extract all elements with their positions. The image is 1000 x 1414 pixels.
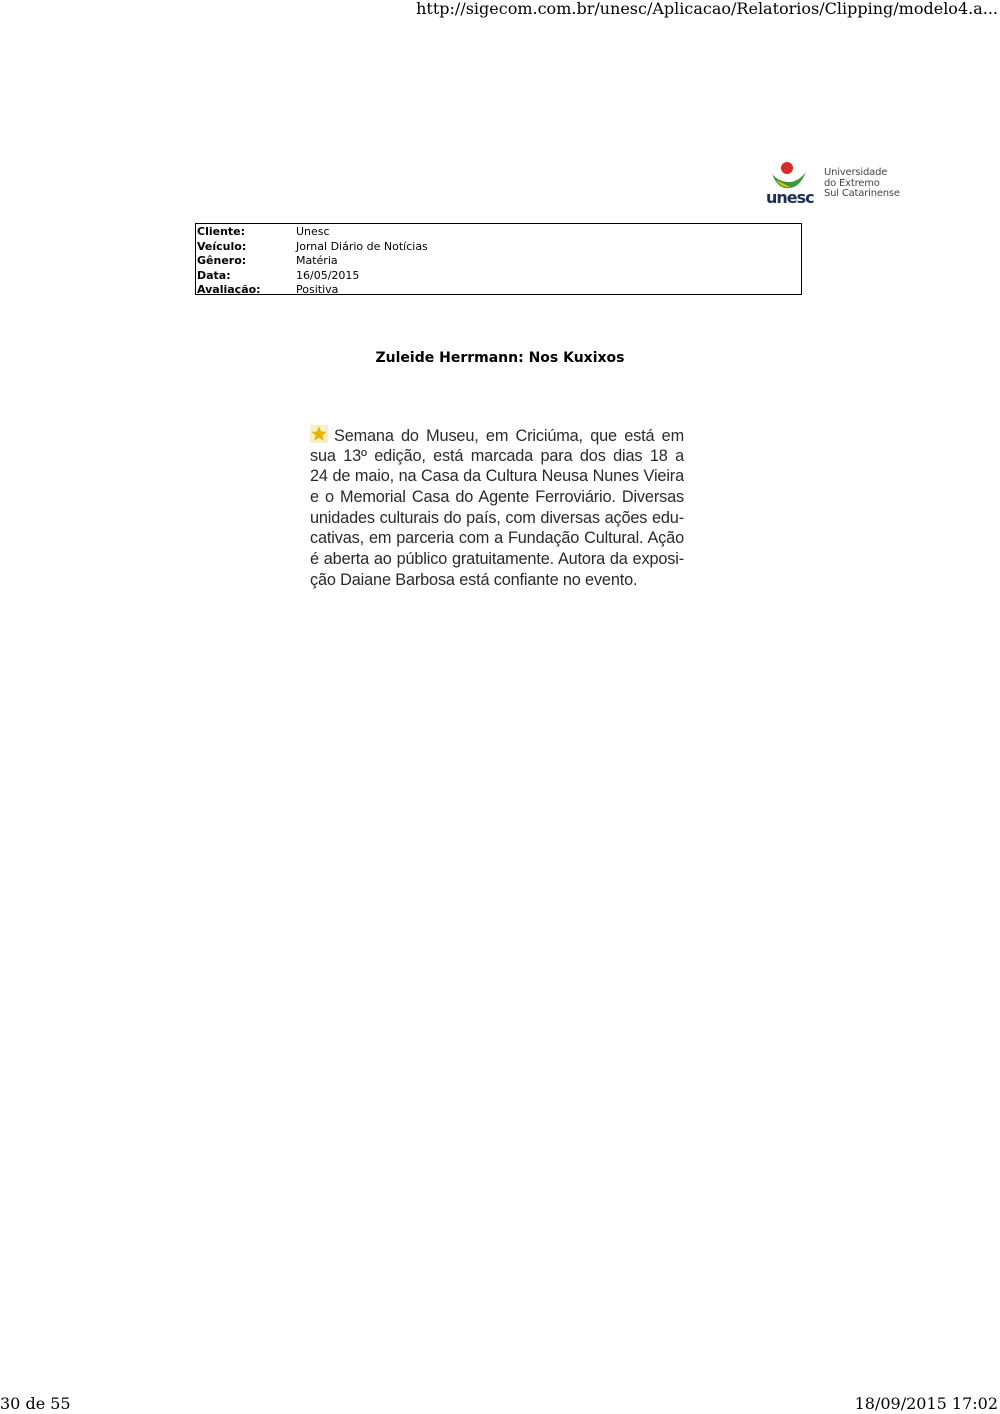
unesc-logo: [764, 160, 904, 210]
clipping-line: cativas, em parceria com a Fundação Cultural. Ação: [310, 529, 684, 548]
info-label: Cliente:: [197, 225, 246, 238]
info-label: Avaliação:: [197, 283, 261, 296]
logo-line: Sul Catarinense: [824, 188, 900, 199]
info-value: Jornal Diário de Notícias: [296, 239, 428, 253]
logo-institution-name: [824, 168, 900, 200]
info-label: Gênero:: [197, 254, 247, 267]
print-timestamp: 18/09/2015 17:02: [854, 1394, 998, 1413]
info-row-date: [197, 269, 800, 284]
print-header-url: http://sigecom.com.br/unesc/Aplicacao/Relatorios/Clipping/modelo4.a...: [416, 0, 998, 18]
logo-line: do Extremo: [824, 177, 880, 189]
article-title: Zuleide Herrmann: Nos Kuxixos: [375, 350, 625, 366]
logo-line: Universidade: [824, 167, 888, 178]
info-row-vehicle: [197, 240, 800, 255]
clipping-line: unidades culturais do país, com diversas ações edu-: [310, 508, 684, 527]
clipping-line: sua 13º edição, está marcada para dos dias 18 a: [310, 446, 684, 465]
info-row-genre: [197, 254, 800, 269]
info-label: Veículo:: [197, 239, 247, 253]
clipping-line: e o Memorial Casa do Agente Ferroviário. Diversas: [310, 488, 684, 507]
clipping-info-table: [195, 223, 802, 295]
page-counter: 30 de 55: [0, 1394, 71, 1413]
star-icon: [310, 425, 328, 443]
clipping-line: é aberta ao público gratuitamente. Autora da exposi-: [310, 550, 684, 569]
info-row-rating: [197, 283, 800, 298]
info-value: Positiva: [296, 283, 339, 296]
info-value: Unesc: [296, 225, 330, 238]
clipping-line: ção Daiane Barbosa está confiante no evento.: [310, 570, 638, 589]
info-value: Matéria: [296, 254, 338, 267]
clipping-line: [310, 425, 684, 446]
article-clipping: [310, 425, 684, 591]
info-row-client: [197, 225, 800, 240]
info-label: Data:: [197, 268, 231, 282]
info-value: 16/05/2015: [296, 268, 360, 282]
logo-wordmark: unesc: [766, 188, 814, 207]
clipping-line: 24 de maio, na Casa da Cultura Neusa Nunes Vieira: [310, 467, 684, 486]
clipping-line-text: Semana do Museu, em Criciúma, que está em: [334, 427, 684, 445]
